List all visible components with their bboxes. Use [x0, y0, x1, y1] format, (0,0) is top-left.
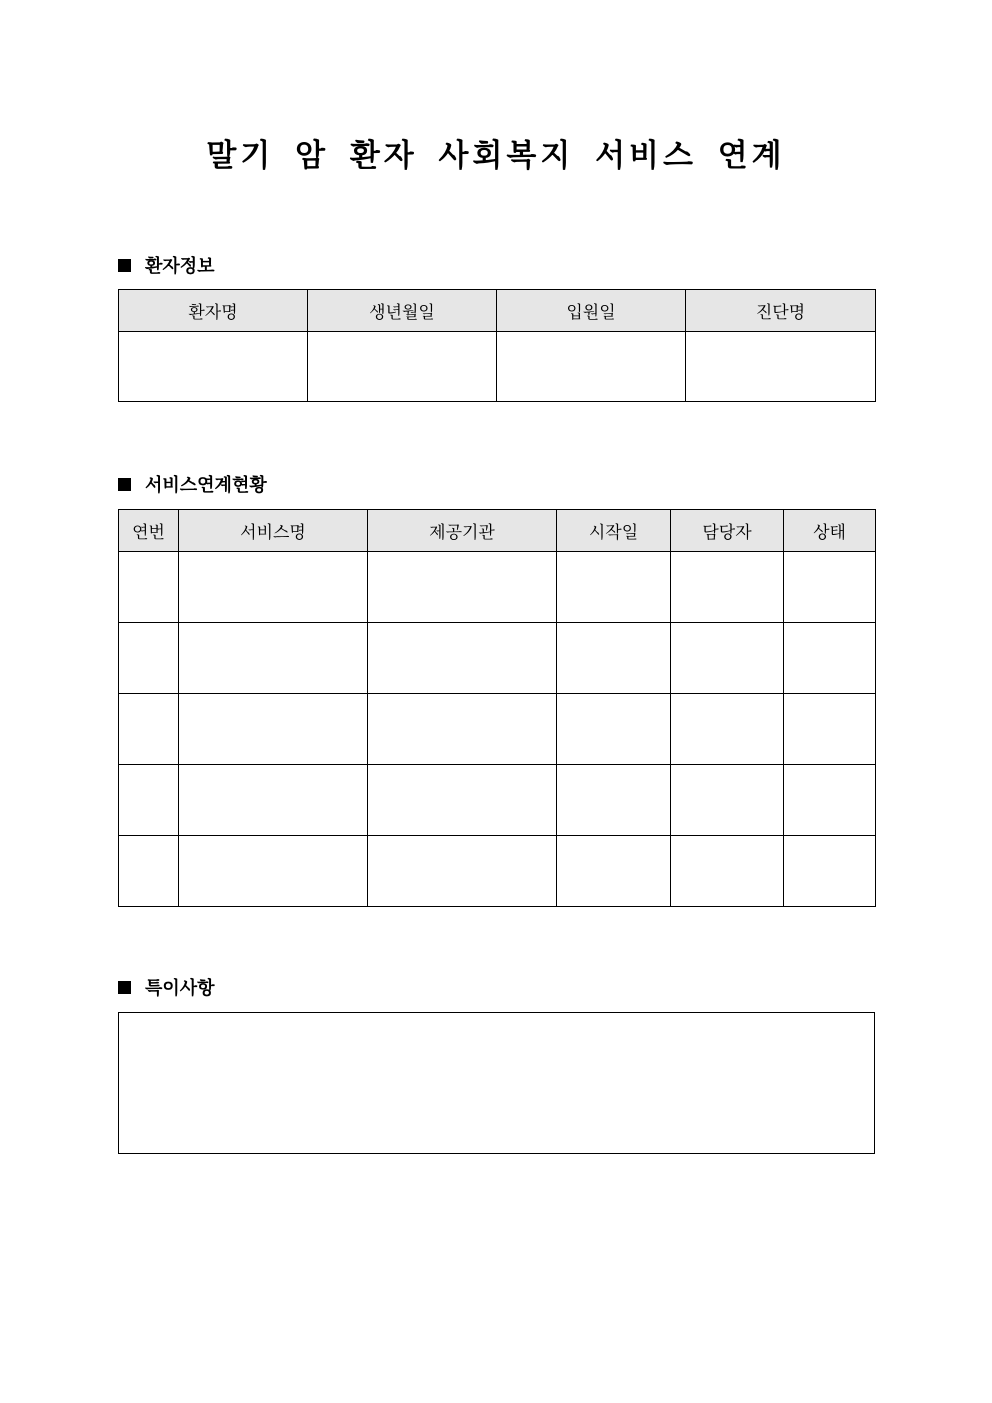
provider-cell[interactable]	[368, 765, 557, 836]
patient-info-table	[118, 289, 876, 402]
table-row	[119, 694, 876, 765]
manager-cell[interactable]	[671, 836, 784, 907]
service-linkage-heading	[118, 470, 267, 498]
column-header-start-date: 시작일	[557, 510, 671, 552]
column-header-birth-date: 생년월일	[308, 290, 497, 332]
start-date-cell[interactable]	[557, 623, 671, 694]
table-row	[119, 332, 876, 402]
service-name-cell[interactable]	[179, 836, 368, 907]
admission-date-cell[interactable]	[497, 332, 686, 402]
serial-number-cell[interactable]	[119, 765, 179, 836]
black-square-icon	[118, 981, 131, 994]
service-linkage-heading-label: 서비스연계현황	[145, 475, 267, 496]
service-name-cell[interactable]	[179, 552, 368, 623]
service-linkage-header-row	[119, 510, 876, 552]
start-date-cell[interactable]	[557, 552, 671, 623]
start-date-cell[interactable]	[557, 694, 671, 765]
service-name-cell[interactable]	[179, 694, 368, 765]
column-header-service-name: 서비스명	[179, 510, 368, 552]
table-row	[119, 836, 876, 907]
patient-info-heading	[118, 251, 215, 279]
status-cell[interactable]	[784, 694, 876, 765]
start-date-cell[interactable]	[557, 836, 671, 907]
provider-cell[interactable]	[368, 552, 557, 623]
provider-cell[interactable]	[368, 623, 557, 694]
serial-number-cell[interactable]	[119, 694, 179, 765]
service-name-cell[interactable]	[179, 623, 368, 694]
patient-info-header-row	[119, 290, 876, 332]
patient-info-heading-label: 환자정보	[145, 256, 215, 277]
status-cell[interactable]	[784, 765, 876, 836]
diagnosis-cell[interactable]	[686, 332, 876, 402]
table-row	[119, 552, 876, 623]
serial-number-cell[interactable]	[119, 836, 179, 907]
column-header-diagnosis: 진단명	[686, 290, 876, 332]
table-row	[119, 623, 876, 694]
column-header-serial-number: 연번	[119, 510, 179, 552]
birth-date-cell[interactable]	[308, 332, 497, 402]
table-row	[119, 765, 876, 836]
manager-cell[interactable]	[671, 552, 784, 623]
remarks-heading	[118, 973, 215, 1001]
status-cell[interactable]	[784, 623, 876, 694]
manager-cell[interactable]	[671, 623, 784, 694]
column-header-provider: 제공기관	[368, 510, 557, 552]
column-header-manager: 담당자	[671, 510, 784, 552]
patient-name-cell[interactable]	[119, 332, 308, 402]
provider-cell[interactable]	[368, 694, 557, 765]
black-square-icon	[118, 478, 131, 491]
service-linkage-table	[118, 509, 876, 907]
column-header-status: 상태	[784, 510, 876, 552]
column-header-admission-date: 입원일	[497, 290, 686, 332]
serial-number-cell[interactable]	[119, 552, 179, 623]
remarks-box[interactable]	[118, 1012, 875, 1154]
manager-cell[interactable]	[671, 765, 784, 836]
column-header-patient-name: 환자명	[119, 290, 308, 332]
service-name-cell[interactable]	[179, 765, 368, 836]
start-date-cell[interactable]	[557, 765, 671, 836]
remarks-heading-label: 특이사항	[145, 978, 215, 999]
black-square-icon	[118, 259, 131, 272]
document-title: 말기 암 환자 사회복지 서비스 연계	[206, 138, 786, 174]
serial-number-cell[interactable]	[119, 623, 179, 694]
status-cell[interactable]	[784, 836, 876, 907]
provider-cell[interactable]	[368, 836, 557, 907]
status-cell[interactable]	[784, 552, 876, 623]
manager-cell[interactable]	[671, 694, 784, 765]
